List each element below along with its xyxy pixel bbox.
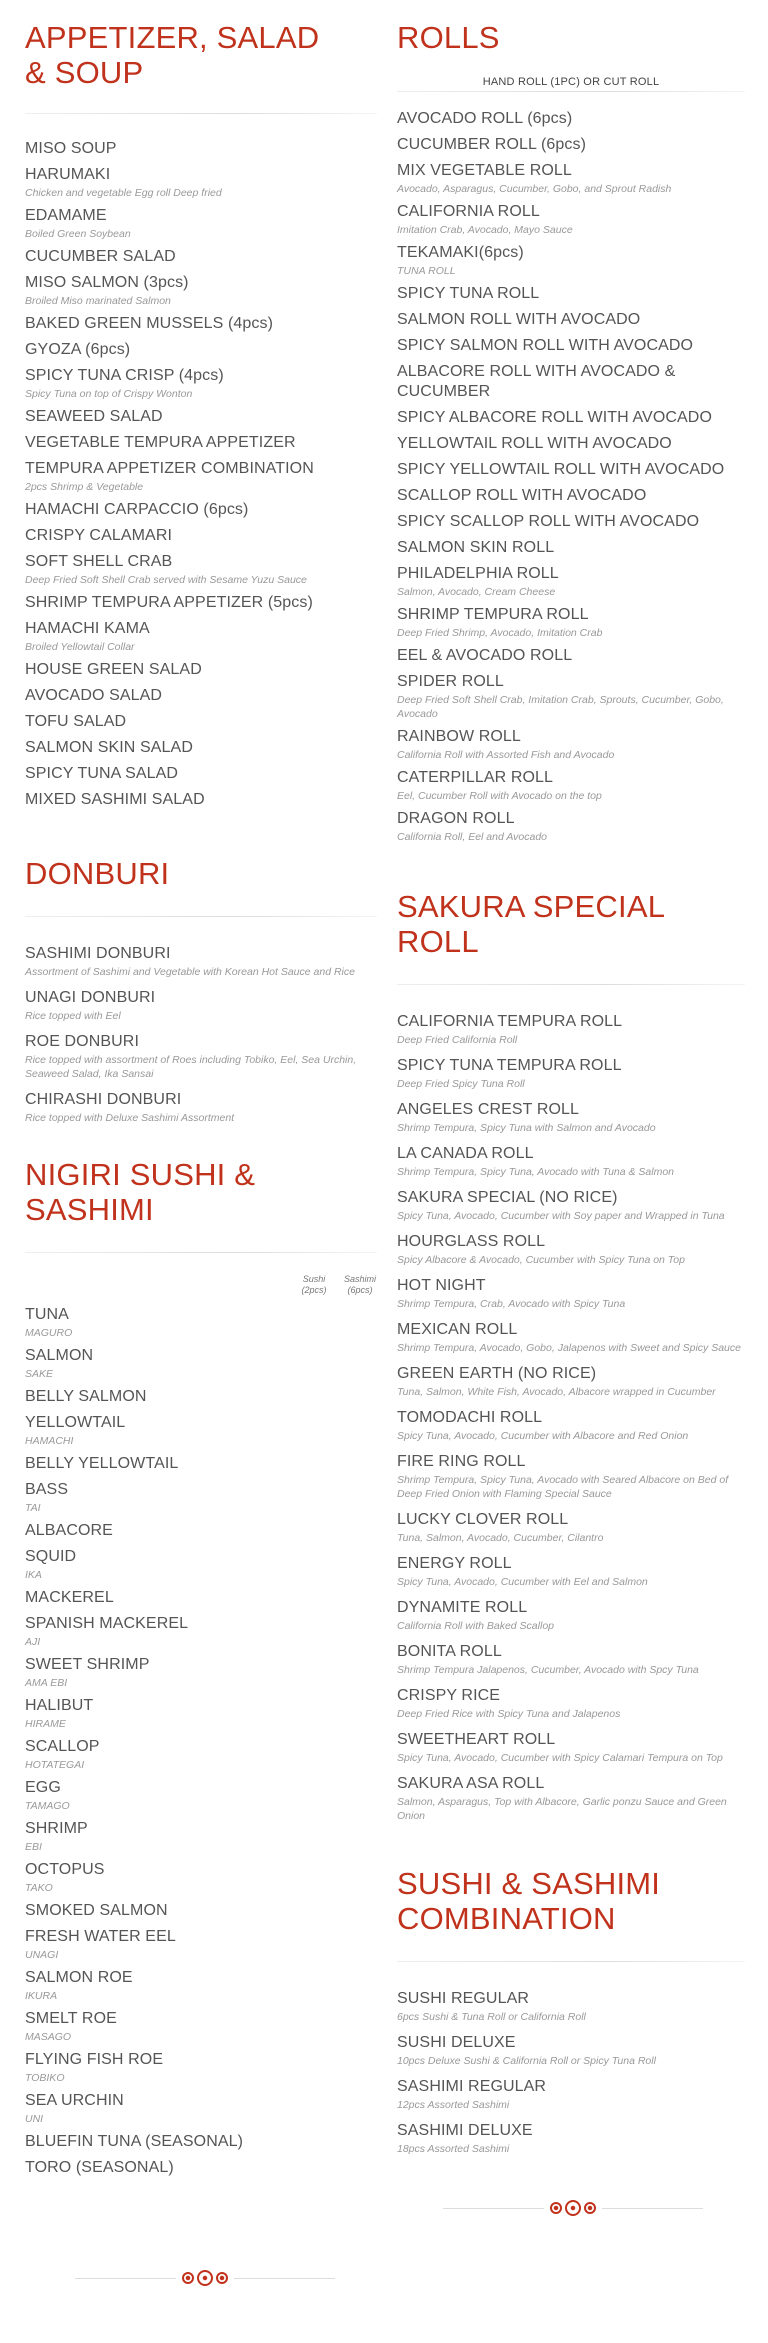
menu-item	[397, 1598, 745, 1633]
menu-item-description: HAMACHI	[25, 1435, 74, 1447]
menu-item	[397, 809, 745, 844]
menu-item-name: SALMON ROLL WITH AVOCADO	[397, 311, 641, 328]
menu-item	[397, 605, 745, 640]
menu-item-description: Spicy Tuna, Avocado, Cucumber with Albacore and Red Onion	[397, 1430, 689, 1442]
menu-item-name: ALBACORE	[25, 1522, 113, 1539]
menu-item	[397, 1100, 745, 1135]
menu-item-name: CALIFORNIA TEMPURA ROLL	[397, 1013, 623, 1030]
menu-item-description: TUNA ROLL	[397, 265, 456, 277]
menu-item-description: Shrimp Tempura, Avocado, Gobo, Jalapenos with Sweet and Spicy Sauce	[397, 1342, 741, 1354]
menu-item-description: Assortment of Sashimi and Vegetable with Korean Hot Sauce and Rice	[25, 966, 355, 978]
menu-item-description: 12pcs Assorted Sashimi	[397, 2099, 510, 2111]
menu-item	[25, 1480, 377, 1515]
menu-item	[397, 1686, 745, 1721]
menu-item-name: DYNAMITE ROLL	[397, 1599, 528, 1616]
menu-item-description: Spicy Tuna, Avocado, Cucumber with Eel and Salmon	[397, 1576, 648, 1588]
menu-item	[25, 407, 377, 427]
menu-item-description: Rice topped with Eel	[25, 1010, 121, 1022]
menu-item	[397, 1364, 745, 1399]
menu-item-name: AVOCADO ROLL (6pcs)	[397, 110, 573, 127]
menu-item	[397, 161, 745, 196]
menu-item-description: Salmon, Avocado, Cream Cheese	[397, 586, 556, 598]
menu-item	[397, 727, 745, 762]
menu-item	[397, 672, 745, 721]
menu-item-description: California Roll with Assorted Fish and Avocado	[397, 749, 615, 761]
menu-item-name: RAINBOW ROLL	[397, 728, 521, 745]
menu-item-description: Boiled Green Soybean	[25, 228, 131, 240]
menu-item	[25, 1819, 377, 1854]
menu-item	[25, 206, 377, 241]
menu-item	[25, 314, 377, 334]
menu-item-name: SPICY TUNA SALAD	[25, 765, 179, 782]
menu-item-name: TOMODACHI ROLL	[397, 1409, 543, 1426]
menu-item-name: HOUSE GREEN SALAD	[25, 661, 202, 678]
menu-item	[25, 712, 377, 732]
menu-item	[397, 1774, 745, 1823]
menu-item-name: EEL & AVOCADO ROLL	[397, 647, 573, 664]
menu-item	[397, 135, 745, 155]
menu-item-description: UNAGI	[25, 1949, 59, 1961]
menu-item	[25, 1387, 377, 1407]
menu-item-name: SALMON ROE	[25, 1969, 133, 1986]
menu-item	[397, 1989, 745, 2024]
menu-item-description: Shrimp Tempura Jalapenos, Cucumber, Avocado with Spcy Tuna	[397, 1664, 699, 1676]
rolls-section-title: ROLLS	[397, 20, 500, 55]
menu-item-name: ALBACORE ROLL WITH AVOCADO & CUCUMBER	[397, 363, 676, 400]
menu-item-description: Shrimp Tempura, Spicy Tuna, Avocado with Tuna & Salmon	[397, 1166, 675, 1178]
menu-item-name: BASS	[25, 1481, 69, 1498]
menu-item	[397, 1408, 745, 1443]
menu-item-description: UNI	[25, 2113, 44, 2125]
menu-item-name: SHRIMP TEMPURA ROLL	[397, 606, 589, 623]
menu-item	[25, 1454, 377, 1474]
menu-item-name: SALMON SKIN ROLL	[397, 539, 555, 556]
menu-item	[397, 1144, 745, 1179]
menu-item-name: SPANISH MACKEREL	[25, 1615, 189, 1632]
ornament-line	[443, 2208, 544, 2209]
menu-item	[397, 1642, 745, 1677]
menu-item-name: SASHIMI REGULAR	[397, 2078, 547, 2095]
menu-item-description: Shrimp Tempura, Crab, Avocado with Spicy Tuna	[397, 1298, 626, 1310]
section-divider	[397, 1961, 745, 1962]
menu-item	[397, 564, 745, 599]
section-divider	[25, 1252, 377, 1253]
menu-item-description: California Roll with Baked Scallop	[397, 1620, 554, 1632]
menu-item	[25, 1547, 377, 1582]
menu-item-name: EGG	[25, 1779, 61, 1796]
menu-item-description: Chicken and vegetable Egg roll Deep fried	[25, 187, 222, 199]
menu-item-name: HOURGLASS ROLL	[397, 1233, 546, 1250]
menu-item-description: Deep Fried Soft Shell Crab served with Sesame Yuzu Sauce	[25, 574, 307, 586]
menu-item	[25, 790, 377, 810]
menu-item-name: VEGETABLE TEMPURA APPETIZER	[25, 434, 296, 451]
menu-item	[397, 434, 745, 454]
menu-item-name: HOT NIGHT	[397, 1277, 486, 1294]
menu-item-name: FLYING FISH ROE	[25, 2051, 164, 2068]
menu-item-description: AJI	[25, 1636, 41, 1648]
cherry-blossom-icon	[176, 2270, 234, 2286]
menu-item-description: AMA EBI	[25, 1677, 68, 1689]
menu-item-description: TAKO	[25, 1882, 53, 1894]
menu-item-name: SEA URCHIN	[25, 2092, 124, 2109]
menu-item	[397, 538, 745, 558]
menu-item	[25, 340, 377, 360]
menu-item	[25, 459, 377, 494]
menu-item-name: FRESH WATER EEL	[25, 1928, 176, 1945]
menu-item-name: SASHIMI DONBURI	[25, 945, 171, 962]
menu-item-name: SHRIMP	[25, 1820, 88, 1837]
menu-item	[25, 1778, 377, 1813]
menu-item	[397, 768, 745, 803]
menu-item-name: BELLY SALMON	[25, 1388, 147, 1405]
menu-item-name: FIRE RING ROLL	[397, 1453, 526, 1470]
menu-item	[397, 202, 745, 237]
menu-item-name: AVOCADO SALAD	[25, 687, 163, 704]
menu-item	[397, 1510, 745, 1545]
menu-item	[25, 619, 377, 654]
menu-item-name: SCALLOP ROLL WITH AVOCADO	[397, 487, 647, 504]
menu-item	[397, 646, 745, 666]
menu-item-description: HIRAME	[25, 1718, 66, 1730]
special-list	[397, 1012, 745, 1823]
menu-item	[25, 2009, 377, 2044]
menu-item-name: TOFU SALAD	[25, 713, 127, 730]
section-divider	[25, 916, 377, 917]
menu-item-name: ROE DONBURI	[25, 1033, 139, 1050]
menu-item-name: SPICY SCALLOP ROLL WITH AVOCADO	[397, 513, 700, 530]
menu-item-description: TOBIKO	[25, 2072, 65, 2084]
menu-item	[25, 944, 377, 979]
rolls-list	[397, 109, 745, 844]
menu-item-description: TAMAGO	[25, 1800, 70, 1812]
menu-item-name: MACKEREL	[25, 1589, 114, 1606]
menu-item	[397, 109, 745, 129]
menu-item-description: IKA	[25, 1569, 42, 1581]
sashimi-price-label: Sashimi (6pcs)	[343, 1274, 376, 1295]
menu-item-name: SHRIMP TEMPURA APPETIZER (5pcs)	[25, 594, 313, 611]
menu-item-description: Tuna, Salmon, White Fish, Avocado, Albacore wrapped in Cucumber	[397, 1386, 716, 1398]
menu-item	[25, 1968, 377, 2003]
combination-section-title: SUSHI & SASHIMI COMBINATION	[397, 1866, 661, 1936]
menu-item-description: 6pcs Sushi & Tuna Roll or California Roll	[397, 2011, 586, 2023]
ornament-line	[234, 2278, 335, 2279]
appetizer-section-title: APPETIZER, SALAD & SOUP	[25, 20, 320, 90]
menu-item-description: Shrimp Tempura, Spicy Tuna, Avocado with Seared Albacore on Bed of Deep Fried Onion with Flaming Special Sauce	[397, 1474, 729, 1500]
menu-item-name: LA CANADA ROLL	[397, 1145, 534, 1162]
menu-item-description: Broiled Yellowtail Collar	[25, 641, 135, 653]
menu-item	[397, 1012, 745, 1047]
menu-item-description: 10pcs Deluxe Sushi & California Roll or Spicy Tuna Roll	[397, 2055, 656, 2067]
menu-item-description: Deep Fried Shrimp, Avocado, Imitation Crab	[397, 627, 603, 639]
menu-item-description: Eel, Cucumber Roll with Avocado on the top	[397, 790, 602, 802]
menu-item-description: Shrimp Tempura, Spicy Tuna with Salmon and Avocado	[397, 1122, 656, 1134]
menu-item	[25, 273, 377, 308]
menu-item-name: TEMPURA APPETIZER COMBINATION	[25, 460, 314, 477]
menu-item-name: CRISPY CALAMARI	[25, 527, 173, 544]
menu-item-name: SMELT ROE	[25, 2010, 117, 2027]
menu-item	[25, 526, 377, 546]
menu-item	[25, 1588, 377, 1608]
cherry-blossom-icon	[544, 2200, 602, 2216]
menu-item-name: SEAWEED SALAD	[25, 408, 163, 425]
rolls-subheading: HAND ROLL (1PC) OR CUT ROLL	[482, 76, 660, 88]
menu-item	[25, 1655, 377, 1690]
menu-item	[25, 1413, 377, 1448]
menu-item	[25, 2091, 377, 2126]
menu-item-name: SPICY TUNA CRISP (4pcs)	[25, 367, 224, 384]
menu-item-name: MISO SOUP	[25, 140, 117, 157]
menu-item-name: ANGELES CREST ROLL	[397, 1101, 580, 1118]
menu-item	[397, 284, 745, 304]
menu-item-name: YELLOWTAIL	[25, 1414, 126, 1431]
menu-item-name: SASHIMI DELUXE	[397, 2122, 533, 2139]
menu-item	[397, 1320, 745, 1355]
special-section-title: SAKURA SPECIAL ROLL	[397, 889, 664, 959]
menu-item	[25, 593, 377, 613]
menu-item-description: Spicy Albacore & Avocado, Cucumber with Spicy Tuna on Top	[397, 1254, 685, 1266]
menu-item-description: Spicy Tuna, Avocado, Cucumber with Spicy Calamari Tempura on Top	[397, 1752, 723, 1764]
menu-item-description: Deep Fried Rice with Spicy Tuna and Jalapenos	[397, 1708, 621, 1720]
menu-item-name: YELLOWTAIL ROLL WITH AVOCADO	[397, 435, 672, 452]
menu-item-name: SPICY YELLOWTAIL ROLL WITH AVOCADO	[397, 461, 725, 478]
menu-item	[25, 1901, 377, 1921]
menu-item	[397, 408, 745, 428]
menu-item-description: Rice topped with assortment of Roes including Tobiko, Eel, Sea Urchin, Seaweed Salad, Ika Sansai	[25, 1054, 357, 1080]
menu-item-name: SCALLOP	[25, 1738, 100, 1755]
menu-item-description: California Roll, Eel and Avocado	[397, 831, 548, 843]
menu-item	[25, 165, 377, 200]
menu-item-description: EBI	[25, 1841, 42, 1853]
menu-item-description: MASAGO	[25, 2031, 72, 2043]
menu-item-name: BLUEFIN TUNA (SEASONAL)	[25, 2133, 244, 2150]
menu-item-name: HAMACHI CARPACCIO (6pcs)	[25, 501, 249, 518]
menu-item	[397, 1452, 745, 1501]
menu-item-description: HOTATEGAI	[25, 1759, 85, 1771]
menu-item-name: BONITA ROLL	[397, 1643, 502, 1660]
menu-item-name: SUSHI REGULAR	[397, 1990, 529, 2007]
sushi-price-label: Sushi (2pcs)	[301, 1274, 327, 1295]
price-column-header	[25, 1274, 377, 1296]
menu-item-name: SPICY TUNA TEMPURA ROLL	[397, 1057, 622, 1074]
menu-item-description: Avocado, Asparagus, Cucumber, Gobo, and Sprout Radish	[397, 183, 672, 195]
menu-item-description: Tuna, Salmon, Avocado, Cucumber, Cilantro	[397, 1532, 604, 1544]
nigiri-section-title: NIGIRI SUSHI & SASHIMI	[25, 1157, 256, 1227]
menu-item	[25, 1696, 377, 1731]
menu-item-description: 18pcs Assorted Sashimi	[397, 2143, 510, 2155]
ornament-line	[602, 2208, 703, 2209]
menu-item	[25, 247, 377, 267]
menu-item	[25, 660, 377, 680]
donburi-list	[25, 944, 377, 1125]
menu-item	[397, 1554, 745, 1589]
left-ornament	[75, 2268, 335, 2288]
menu-item-description: Imitation Crab, Avocado, Mayo Sauce	[397, 224, 573, 236]
menu-item-name: BELLY YELLOWTAIL	[25, 1455, 179, 1472]
menu-item	[25, 1860, 377, 1895]
menu-item	[25, 2050, 377, 2085]
menu-item	[25, 1032, 377, 1081]
menu-item	[25, 500, 377, 520]
menu-item-name: MISO SALMON (3pcs)	[25, 274, 189, 291]
section-divider	[397, 91, 745, 92]
menu-item-name: DRAGON ROLL	[397, 810, 515, 827]
menu-item-name: GREEN EARTH (NO RICE)	[397, 1365, 597, 1382]
menu-item-name: UNAGI DONBURI	[25, 989, 156, 1006]
menu-item-description: IKURA	[25, 1990, 58, 2002]
nigiri-list	[25, 1305, 377, 2178]
menu-item-description: Deep Fried Spicy Tuna Roll	[397, 1078, 525, 1090]
menu-item	[397, 362, 745, 402]
menu-item-description: Deep Fried California Roll	[397, 1034, 518, 1046]
menu-item	[25, 552, 377, 587]
menu-item	[397, 2077, 745, 2112]
menu-item	[397, 2121, 745, 2156]
menu-item	[25, 1090, 377, 1125]
menu-item	[25, 1346, 377, 1381]
menu-item-description: MAGURO	[25, 1327, 73, 1339]
menu-item-description: Spicy Tuna, Avocado, Cucumber with Soy paper and Wrapped in Tuna	[397, 1210, 725, 1222]
menu-item	[25, 738, 377, 758]
menu-item-name: MIX VEGETABLE ROLL	[397, 162, 572, 179]
menu-item-name: MEXICAN ROLL	[397, 1321, 518, 1338]
menu-item-name: SQUID	[25, 1548, 77, 1565]
appetizer-list	[25, 139, 377, 810]
menu-item	[397, 1730, 745, 1765]
menu-item	[25, 1614, 377, 1649]
menu-item-description: 2pcs Shrimp & Vegetable	[25, 481, 144, 493]
menu-item-name: SAKURA SPECIAL (NO RICE)	[397, 1189, 618, 1206]
menu-item-name: SMOKED SALMON	[25, 1902, 168, 1919]
menu-item-name: SPICY TUNA ROLL	[397, 285, 540, 302]
menu-item	[25, 1305, 377, 1340]
menu-item-name: CUCUMBER SALAD	[25, 248, 176, 265]
menu-item	[25, 988, 377, 1023]
menu-item-name: LUCKY CLOVER ROLL	[397, 1511, 569, 1528]
menu-item	[397, 1232, 745, 1267]
menu-item-description: Spicy Tuna on top of Crispy Wonton	[25, 388, 193, 400]
menu-item	[397, 1056, 745, 1091]
menu-item	[25, 2132, 377, 2152]
menu-item	[25, 139, 377, 159]
menu-item-description: Salmon, Asparagus, Top with Albacore, Garlic ponzu Sauce and Green Onion	[397, 1796, 727, 1822]
menu-item-name: EDAMAME	[25, 207, 107, 224]
menu-item-name: OCTOPUS	[25, 1861, 105, 1878]
menu-item-name: HAMACHI KAMA	[25, 620, 150, 637]
menu-item-name: TUNA	[25, 1306, 69, 1323]
menu-item-description: Broiled Miso marinated Salmon	[25, 295, 171, 307]
menu-item-name: CATERPILLAR ROLL	[397, 769, 554, 786]
menu-item	[397, 310, 745, 330]
menu-item-description: Rice topped with Deluxe Sashimi Assortment	[25, 1112, 235, 1124]
menu-item-name: SOFT SHELL CRAB	[25, 553, 173, 570]
menu-item	[397, 2033, 745, 2068]
ornament-line	[75, 2278, 176, 2279]
menu-item-name: SWEETHEART ROLL	[397, 1731, 556, 1748]
menu-item	[397, 336, 745, 356]
menu-item-description: TAI	[25, 1502, 41, 1514]
menu-item-name: HARUMAKI	[25, 166, 111, 183]
menu-item-name: SAKURA ASA ROLL	[397, 1775, 545, 1792]
menu-item-name: SPICY ALBACORE ROLL WITH AVOCADO	[397, 409, 712, 426]
left-column	[25, 0, 377, 2178]
menu-item	[25, 2158, 377, 2178]
menu-item-name: SWEET SHRIMP	[25, 1656, 150, 1673]
menu-item-name: GYOZA (6pcs)	[25, 341, 131, 358]
menu-item	[397, 1188, 745, 1223]
combination-list	[397, 1989, 745, 2156]
menu-item-name: ENERGY ROLL	[397, 1555, 512, 1572]
menu-item	[397, 486, 745, 506]
menu-item	[397, 460, 745, 480]
menu-item-name: SALMON SKIN SALAD	[25, 739, 193, 756]
menu-item	[25, 1521, 377, 1541]
menu-item-name: MIXED SASHIMI SALAD	[25, 791, 205, 808]
menu-item-name: CUCUMBER ROLL (6pcs)	[397, 136, 586, 153]
menu-item-name: SALMON	[25, 1347, 94, 1364]
menu-item-description: Deep Fried Soft Shell Crab, Imitation Crab, Sprouts, Cucumber, Gobo, Avocado	[397, 694, 724, 720]
menu-item-name: BAKED GREEN MUSSELS (4pcs)	[25, 315, 273, 332]
section-divider	[397, 984, 745, 985]
menu-item-name: CHIRASHI DONBURI	[25, 1091, 182, 1108]
menu-item-name: SUSHI DELUXE	[397, 2034, 516, 2051]
menu-item-name: TORO (SEASONAL)	[25, 2159, 174, 2176]
menu-item-name: SPIDER ROLL	[397, 673, 504, 690]
menu-item	[397, 512, 745, 532]
menu-item	[25, 686, 377, 706]
menu-item-name: TEKAMAKI(6pcs)	[397, 244, 524, 261]
menu-item-name: HALIBUT	[25, 1697, 94, 1714]
section-divider	[25, 113, 377, 114]
right-ornament	[443, 2198, 703, 2218]
donburi-section-title: DONBURI	[25, 856, 170, 891]
menu-item	[25, 433, 377, 453]
menu-item	[397, 243, 745, 278]
menu-item-name: PHILADELPHIA ROLL	[397, 565, 559, 582]
menu-item-name: CALIFORNIA ROLL	[397, 203, 540, 220]
menu-item	[25, 1737, 377, 1772]
menu-item-name: SPICY SALMON ROLL WITH AVOCADO	[397, 337, 694, 354]
menu-item	[397, 1276, 745, 1311]
right-column	[397, 0, 745, 2156]
menu-item	[25, 366, 377, 401]
menu-item	[25, 1927, 377, 1962]
menu-item	[25, 764, 377, 784]
menu-item-description: SAKE	[25, 1368, 54, 1380]
menu-item-name: CRISPY RICE	[397, 1687, 501, 1704]
